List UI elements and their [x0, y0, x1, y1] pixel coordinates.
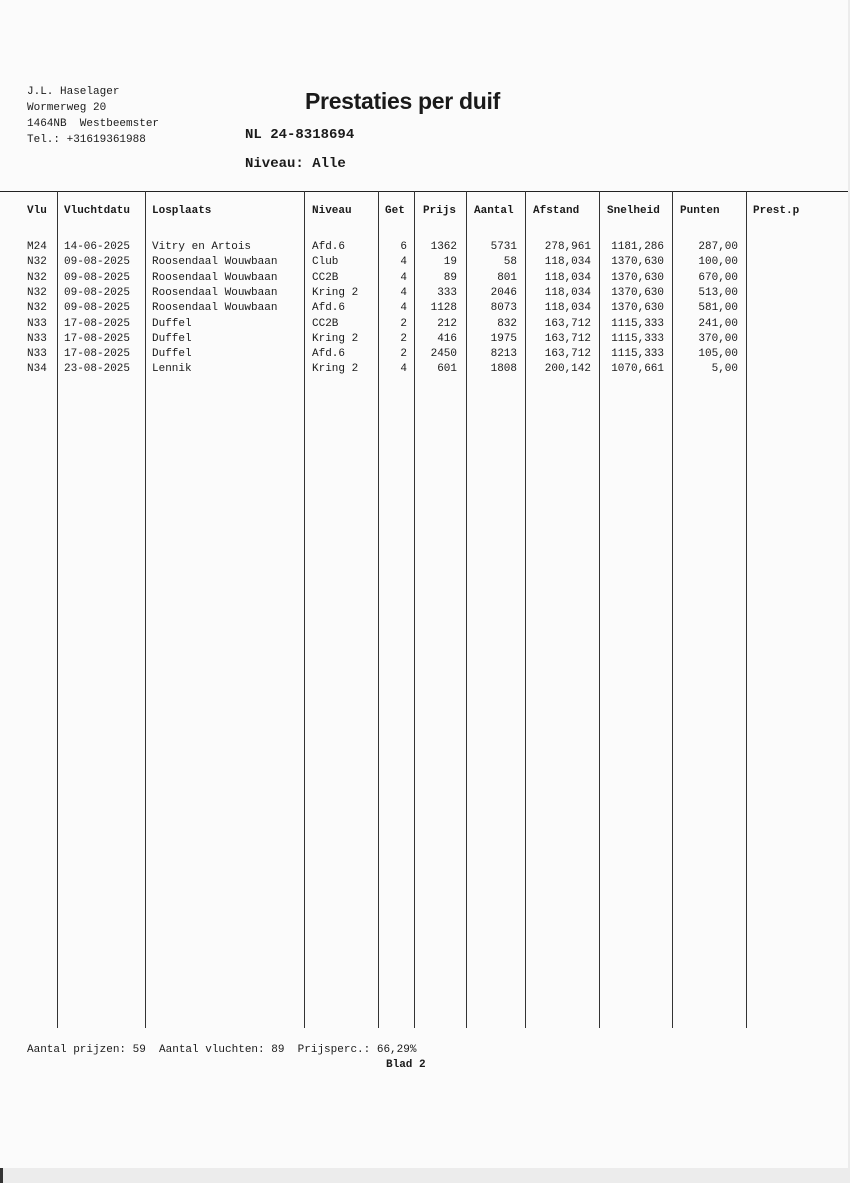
table-cell: Afd.6: [312, 241, 346, 253]
table-cell: 09-08-2025: [64, 256, 131, 269]
column-header: Vluchtdatu: [64, 205, 131, 217]
ring-number: NL 24-8318694: [245, 127, 355, 143]
table-row: [0, 362, 848, 377]
table-cell: 4: [400, 271, 407, 284]
table-cell: 1975: [490, 332, 517, 345]
table-cell: 19: [443, 256, 457, 269]
table-row: [0, 347, 848, 362]
table-cell: CC2B: [312, 317, 339, 330]
sender-street: Wormerweg 20: [27, 102, 107, 114]
table-cell: Duffel: [152, 348, 192, 361]
table-cell: Roosendaal Wouwbaan: [152, 286, 278, 299]
column-header: Vlu: [27, 205, 47, 217]
table-row: [0, 317, 848, 332]
sender-phone: Tel.: +31619361988: [27, 134, 146, 146]
page-title: Prestaties per duif: [305, 88, 500, 114]
table-cell: 1128: [430, 302, 457, 315]
table-cell: 4: [400, 363, 407, 376]
table-cell: 278,961: [544, 241, 591, 253]
table-cell: 370,00: [698, 332, 738, 345]
table-cell: 23-08-2025: [64, 363, 131, 376]
table-cell: 287,00: [698, 241, 738, 253]
table-cell: 1115,333: [611, 332, 664, 345]
table-cell: Roosendaal Wouwbaan: [152, 271, 278, 284]
column-header: Afstand: [533, 205, 580, 217]
table-cell: 17-08-2025: [64, 332, 131, 345]
table-cell: N32: [27, 286, 47, 299]
table-cell: 4: [400, 286, 407, 299]
table-cell: Kring 2: [312, 332, 359, 345]
table-cell: Vitry en Artois: [152, 241, 252, 253]
table-cell: 163,712: [544, 332, 591, 345]
table-row: [0, 255, 848, 270]
table-cell: 1808: [490, 363, 517, 376]
table-cell: 2: [400, 317, 407, 330]
table-cell: 8073: [490, 302, 517, 315]
table-cell: N33: [27, 332, 47, 345]
table-cell: 58: [503, 256, 517, 269]
table-cell: 670,00: [698, 271, 738, 284]
table-cell: 14-06-2025: [64, 241, 131, 253]
table-cell: N32: [27, 271, 47, 284]
table-cell: 17-08-2025: [64, 348, 131, 361]
table-cell: 105,00: [698, 348, 738, 361]
table-cell: 09-08-2025: [64, 302, 131, 315]
sender-name: J.L. Haselager: [27, 86, 120, 98]
table-cell: 118,034: [544, 286, 591, 299]
table-cell: N32: [27, 256, 47, 269]
table-cell: CC2B: [312, 271, 339, 284]
table-cell: 1370,630: [611, 302, 664, 315]
table-cell: M24: [27, 241, 47, 253]
niveau-label: Niveau: Alle: [245, 156, 346, 172]
table-cell: 2: [400, 332, 407, 345]
table-cell: 1181,286: [611, 241, 664, 253]
table-cell: 89: [443, 271, 457, 284]
table-cell: 163,712: [544, 317, 591, 330]
table-cell: 513,00: [698, 286, 738, 299]
column-header: Punten: [680, 205, 720, 217]
table-cell: Duffel: [152, 332, 192, 345]
table-cell: 8213: [490, 348, 517, 361]
table-cell: 5731: [490, 241, 517, 253]
column-header: Get: [385, 205, 405, 217]
table-top-rule: [0, 191, 848, 192]
table-cell: Kring 2: [312, 363, 359, 376]
table-cell: Kring 2: [312, 286, 359, 299]
table-cell: 2450: [430, 348, 457, 361]
table-cell: 1370,630: [611, 256, 664, 269]
table-cell: 1115,333: [611, 348, 664, 361]
table-cell: 09-08-2025: [64, 271, 131, 284]
table-row: [0, 271, 848, 286]
table-cell: Roosendaal Wouwbaan: [152, 256, 278, 269]
table-cell: 17-08-2025: [64, 317, 131, 330]
column-header: Prest.p: [753, 205, 800, 217]
table-row: [0, 286, 848, 301]
table-cell: Club: [312, 256, 339, 269]
table-cell: 1070,661: [611, 363, 664, 376]
table-cell: 601: [437, 363, 457, 376]
table-cell: Duffel: [152, 317, 192, 330]
table-cell: 4: [400, 256, 407, 269]
scan-edge-mark: [0, 1168, 3, 1183]
table-cell: Lennik: [152, 363, 192, 376]
table-cell: 2046: [490, 286, 517, 299]
table-cell: 832: [497, 317, 517, 330]
table-cell: N34: [27, 363, 47, 376]
table-row: [0, 301, 848, 316]
table-cell: 200,142: [544, 363, 591, 376]
column-header: Prijs: [423, 205, 457, 217]
table-cell: N32: [27, 302, 47, 315]
table-cell: 212: [437, 317, 457, 330]
table-cell: 1370,630: [611, 286, 664, 299]
column-header: Aantal: [474, 205, 514, 217]
table-cell: 5,00: [711, 363, 738, 376]
table-cell: 333: [437, 286, 457, 299]
table-cell: 100,00: [698, 256, 738, 269]
table-cell: 1115,333: [611, 317, 664, 330]
table-cell: N33: [27, 317, 47, 330]
table-cell: 1362: [430, 241, 457, 253]
table-cell: 801: [497, 271, 517, 284]
page-number: Blad 2: [386, 1059, 426, 1071]
sender-city: 1464NB Westbeemster: [27, 118, 160, 130]
table-row: [0, 332, 848, 347]
table-cell: 2: [400, 348, 407, 361]
table-row: [0, 240, 848, 255]
table-cell: 6: [400, 241, 407, 253]
table-cell: 118,034: [544, 271, 591, 284]
table-cell: 09-08-2025: [64, 286, 131, 299]
table-cell: Roosendaal Wouwbaan: [152, 302, 278, 315]
table-cell: 581,00: [698, 302, 738, 315]
column-header: Losplaats: [152, 205, 212, 217]
table-cell: N33: [27, 348, 47, 361]
table-cell: 1370,630: [611, 271, 664, 284]
table-cell: 118,034: [544, 256, 591, 269]
sender-address: [27, 84, 159, 148]
table-cell: Afd.6: [312, 302, 346, 315]
table-cell: 4: [400, 302, 407, 315]
table-cell: 118,034: [544, 302, 591, 315]
table-cell: 416: [437, 332, 457, 345]
table-cell: Afd.6: [312, 348, 346, 361]
summary-line: Aantal prijzen: 59 Aantal vluchten: 89 Prijsperc.: 66,29%: [27, 1044, 417, 1056]
table-cell: 163,712: [544, 348, 591, 361]
column-header: Niveau: [312, 205, 352, 217]
table-cell: 241,00: [698, 317, 738, 330]
column-header: Snelheid: [607, 205, 660, 217]
